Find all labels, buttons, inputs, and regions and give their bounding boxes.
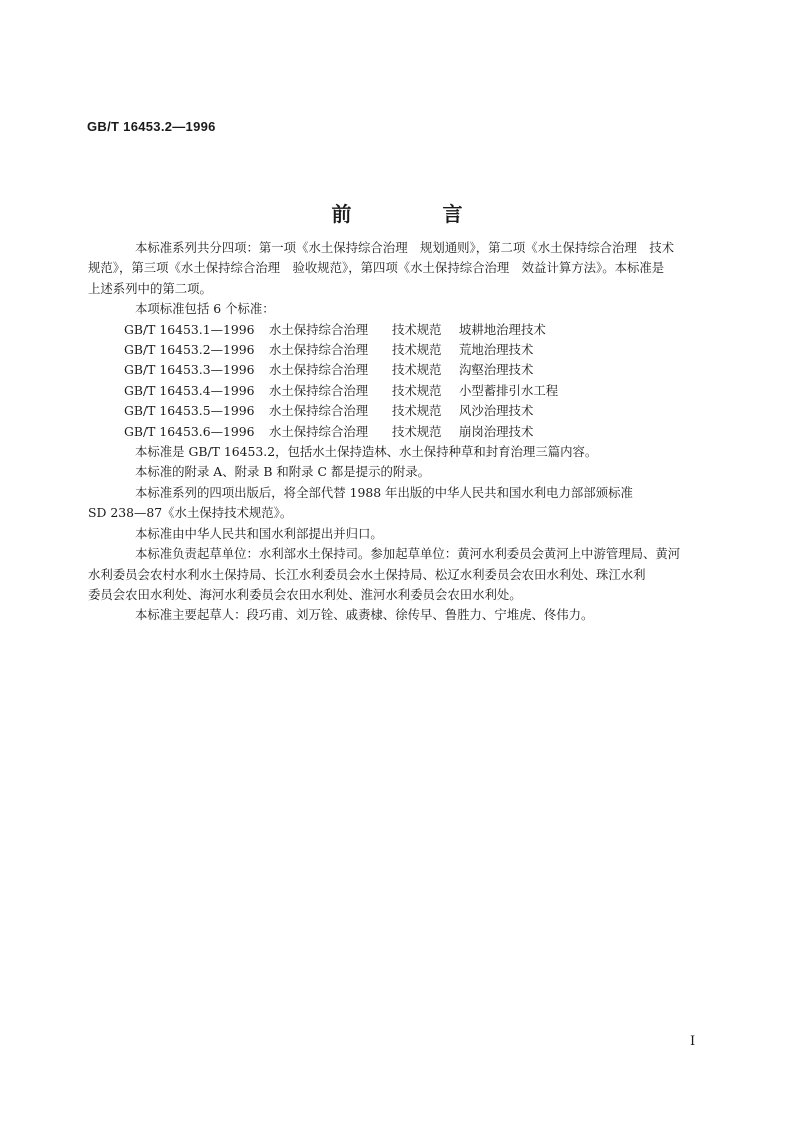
- list-item: [110, 360, 700, 380]
- foreword-body: [88, 238, 700, 626]
- standard-code: GB/T 16453.2—1996: [87, 119, 216, 134]
- standard-item-code: GB/T 16453.1—1996: [124, 321, 255, 337]
- standard-item-topic: 崩岗治理技术: [459, 423, 534, 439]
- standard-item-name: 水土保持综合治理: [269, 423, 369, 439]
- paragraph-appendix: 本标准的附录 A、附录 B 和附录 C 都是提示的附录。: [135, 464, 431, 480]
- paragraph-standards-intro: 本项标准包括 6 个标准：: [135, 301, 275, 317]
- paragraph-drafting-units: [88, 544, 700, 605]
- standard-item-topic: 风沙治理技术: [459, 403, 534, 419]
- standards-list: [110, 320, 700, 442]
- standard-item-topic: 荒地治理技术: [459, 342, 534, 358]
- standard-item-topic: 沟壑治理技术: [459, 362, 534, 378]
- text-line: SD 238—87《水土保持技术规范》。: [88, 505, 293, 521]
- text-line: 规范》，第三项《水土保持综合治理 验收规范》，第四项《水土保持综合治理 效益计算方法》。本标准是: [88, 260, 665, 276]
- standard-item-name: 水土保持综合治理: [269, 342, 369, 358]
- standard-item-code: GB/T 16453.6—1996: [124, 423, 255, 439]
- list-item: [110, 320, 700, 340]
- standard-item-code: GB/T 16453.2—1996: [124, 342, 255, 358]
- standard-item-kind: 技术规范: [392, 403, 442, 419]
- standard-item-name: 水土保持综合治理: [269, 362, 369, 378]
- text-line: 本标准系列的四项出版后，将全部代替 1988 年出版的中华人民共和国水利电力部部颁标准: [135, 484, 633, 500]
- standard-item-code: GB/T 16453.4—1996: [124, 382, 255, 398]
- text-line: 本标准系列共分四项：第一项《水土保持综合治理 规划通则》，第二项《水土保持综合治理 技术: [135, 240, 674, 255]
- standard-item-kind: 技术规范: [392, 342, 442, 358]
- standard-item-topic: 小型蓄排引水工程: [459, 382, 559, 398]
- standard-item-name: 水土保持综合治理: [269, 403, 369, 419]
- text-line: 委员会农田水利处、海河水利委员会农田水利处、淮河水利委员会农田水利处。: [88, 586, 522, 602]
- standard-item-kind: 技术规范: [392, 423, 442, 439]
- text-line: 上述系列中的第二项。: [88, 280, 212, 296]
- standard-item-name: 水土保持综合治理: [269, 382, 369, 398]
- standard-item-code: GB/T 16453.5—1996: [124, 403, 255, 419]
- standard-item-kind: 技术规范: [392, 382, 442, 398]
- standard-item-kind: 技术规范: [392, 321, 442, 337]
- standard-item-name: 水土保持综合治理: [269, 321, 369, 337]
- page-number: I: [690, 1034, 696, 1049]
- text-line: 水利委员会农村水利水土保持局、长江水利委员会水土保持局、松辽水利委员会农田水利处、珠江水利: [88, 566, 646, 582]
- paragraph-proposer: 本标准由中华人民共和国水利部提出并归口。: [135, 525, 383, 541]
- list-item: [110, 401, 700, 421]
- list-item: [110, 381, 700, 401]
- paragraph-drafters: 本标准主要起草人：段巧甫、刘万铨、戚赉棣、徐传早、鲁胜力、宁堆虎、佟伟力。: [135, 607, 594, 623]
- standard-item-topic: 坡耕地治理技术: [459, 321, 546, 337]
- paragraph-replacement: [88, 483, 700, 524]
- paragraph-series: [88, 238, 700, 299]
- page-title: 前 言: [331, 202, 505, 226]
- standard-item-kind: 技术规范: [392, 362, 442, 378]
- standard-item-code: GB/T 16453.3—1996: [124, 362, 255, 378]
- paragraph-scope: 本标准是 GB/T 16453.2，包括水土保持造林、水土保持种草和封育治理三篇内容。: [135, 444, 598, 460]
- text-line: 本标准负责起草单位：水利部水土保持司。参加起草单位：黄河水利委员会黄河上中游管理局、黄河: [135, 546, 681, 562]
- list-item: [110, 422, 700, 442]
- list-item: [110, 340, 700, 360]
